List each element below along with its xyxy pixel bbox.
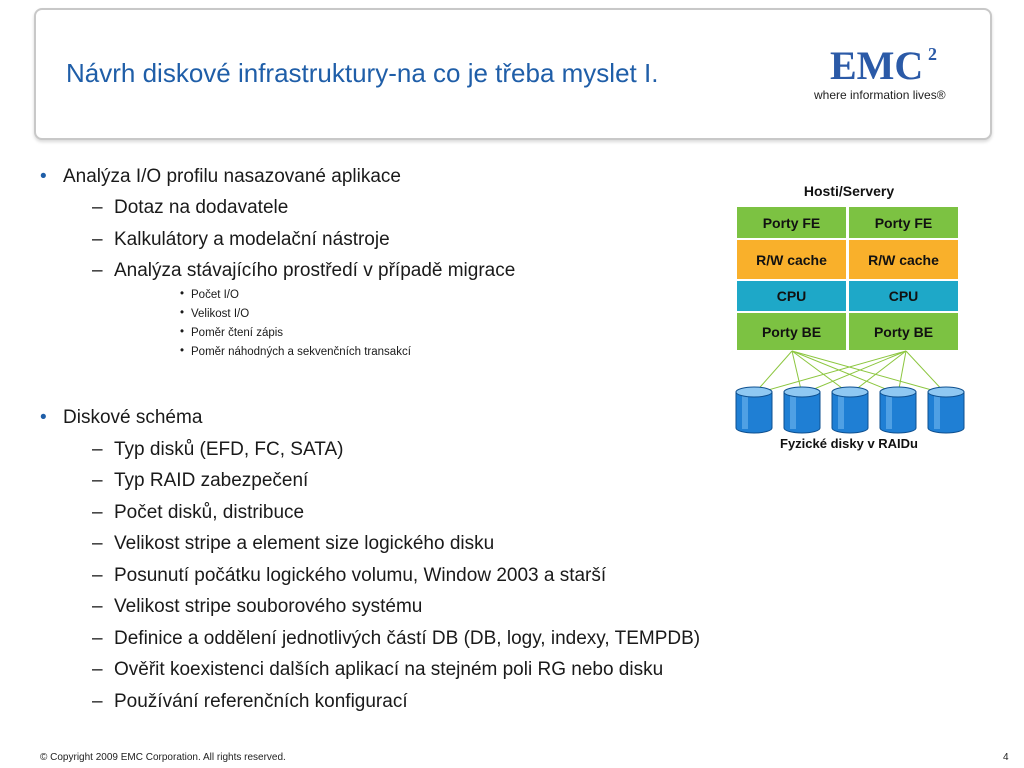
dash-icon: – [92, 659, 103, 680]
dash-icon: – [92, 260, 103, 281]
disk-icon [928, 387, 964, 433]
bullet-text: Analýza I/O profilu nasazované aplikace [63, 166, 401, 187]
disk-label: Fyzické disky v RAIDu [780, 436, 918, 451]
sub-bullet-text: Velikost stripe a element size logického disku [114, 533, 495, 554]
dash-icon: – [92, 628, 103, 649]
sub-bullet-text: Posunutí počátku logického volumu, Window 2003 a starší [114, 565, 607, 586]
logo-superscript: 2 [928, 44, 937, 64]
sub-bullet-text: Dotaz na dodavatele [114, 197, 289, 218]
sub-bullet-text: Velikost stripe souborového systému [114, 596, 423, 617]
sub-bullet-text: Definice a oddělení jednotlivých částí DB (DB, logy, indexy, TEMPDB) [114, 628, 701, 649]
bullet-dot-icon: • [40, 407, 47, 428]
disk-icon [784, 387, 820, 433]
sub-sub-bullet-text: Poměr čtení zápis [191, 327, 284, 339]
cell-fe-right: Porty FE [848, 206, 959, 239]
dash-icon: – [92, 502, 103, 523]
sub-bullet-text: Kalkulátory a modelační nástroje [114, 229, 390, 250]
sub-bullet-text: Typ disků (EFD, FC, SATA) [114, 439, 344, 460]
dash-icon: – [92, 691, 103, 712]
sub-bullet-text: Ověřit koexistenci dalších aplikací na stejném poli RG nebo disku [114, 659, 664, 680]
logo-text: EMC [830, 43, 924, 88]
disk-icon [880, 387, 916, 433]
dash-icon: – [92, 533, 103, 554]
sub-bullet-text: Typ RAID zabezpečení [114, 470, 309, 491]
sub-bullet-text: Počet disků, distribuce [114, 502, 305, 523]
sub-sub-bullet-text: Počet I/O [191, 289, 239, 301]
dash-icon: – [92, 596, 103, 617]
cell-be-left: Porty BE [736, 312, 847, 351]
cell-fe-left: Porty FE [736, 206, 847, 239]
cell-cpu-left: CPU [736, 280, 847, 312]
page-title: Návrh diskové infrastruktury-na co je třeba myslet I. [66, 58, 659, 88]
sub-bullet-text: Používání referenčních konfigurací [114, 691, 408, 712]
disk-icon [832, 387, 868, 433]
disk-connections-diagram [730, 350, 974, 436]
sub-sub-bullet-text: Velikost I/O [191, 308, 250, 320]
sub-sub-bullet-text: Poměr náhodných a sekvenčních transakcí [191, 346, 411, 358]
diagram-title: Hosti/Servery [803, 183, 895, 199]
sub-bullet-text: Analýza stávajícího prostředí v případě migrace [114, 260, 516, 281]
dash-icon: – [92, 470, 103, 491]
small-dot-icon: • [180, 288, 185, 300]
page-number: 4 [1003, 752, 1009, 763]
storage-array-grid [736, 206, 962, 351]
logo-tagline: where information lives® [814, 88, 946, 102]
cell-cache-right: R/W cache [848, 239, 959, 280]
cell-be-right: Porty BE [848, 312, 959, 351]
bullet-text: Diskové schéma [63, 407, 203, 428]
dash-icon: – [92, 197, 103, 218]
small-dot-icon: • [180, 307, 185, 319]
dash-icon: – [92, 229, 103, 250]
bullet-dot-icon: • [40, 166, 47, 187]
dash-icon: – [92, 565, 103, 586]
disk-icon [736, 387, 772, 433]
dash-icon: – [92, 439, 103, 460]
cell-cache-left: R/W cache [736, 239, 847, 280]
small-dot-icon: • [180, 345, 185, 357]
connection-line [792, 351, 946, 394]
small-dot-icon: • [180, 326, 185, 338]
cell-cpu-right: CPU [848, 280, 959, 312]
copyright-footer: © Copyright 2009 EMC Corporation. All rights reserved. [40, 752, 286, 763]
